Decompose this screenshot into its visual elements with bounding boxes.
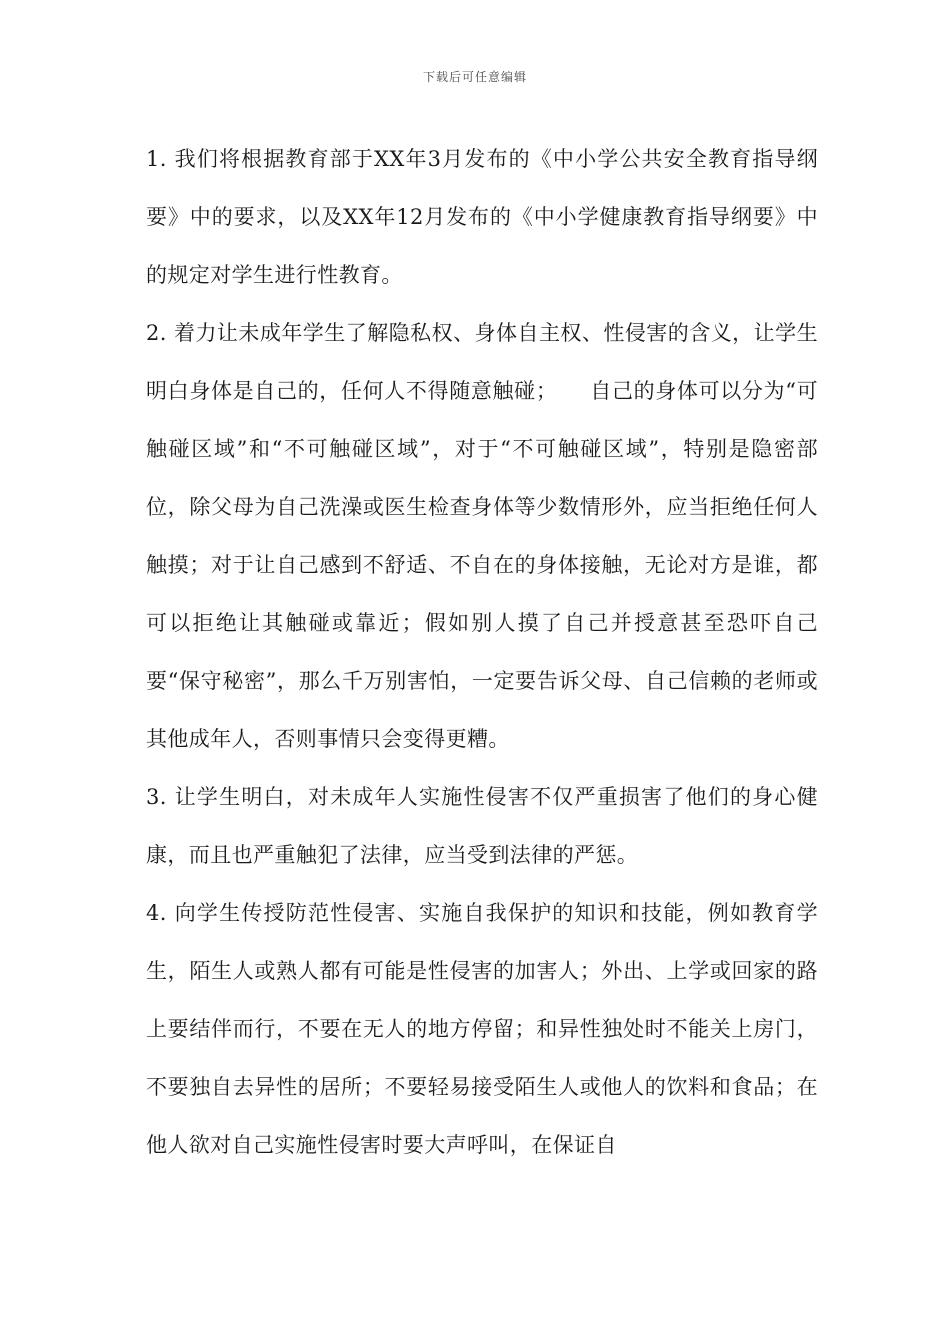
- paragraph-4: 4. 向学生传授防范性侵害、实施自我保护的知识和技能，例如教育学生，陌生人或熟人都有可能是性侵害的加害人；外出、上学或回家的路上要结伴而行，不要在无人的地方停留；和异性独处时不能关上房门，不要独自去异性的居所；不要轻易接受陌生人或他人的饮料和食品；在他人欲对自己实施性侵害时要大声呼叫，在保证自: [146, 901, 818, 1157]
- paragraph-3: 3. 让学生明白，对未成年人实施性侵害不仅严重损害了他们的身心健康，而且也严重触犯了法律，应当受到法律的严惩。: [146, 785, 818, 867]
- paragraph-1: 1. 我们将根据教育部于XX年3月发布的《中小学公共安全教育指导纲要》中的要求，以及XX年12月发布的《中小学健康教育指导纲要》中的规定对学生进行性教育。: [146, 147, 818, 287]
- paragraph-2: 2. 着力让未成年学生了解隐私权、身体自主权、性侵害的含义，让学生明白身体是自己的，任何人不得随意触碰； 自己的身体可以分为“可触碰区域”和“不可触碰区域”，对于“不可触碰区域”，特别是隐密部位，除父母为自己洗澡或医生检查身体等少数情形外，应当拒绝任何人触摸；对于让自己感到不舒适、不自在的身体接触，无论对方是谁，都可以拒绝让其触碰或靠近；假如别人摸了自己并授意甚至恐吓自己要“保守秘密”，那么千万别害怕，一定要告诉父母、自己信赖的老师或其他成年人，否则事情只会变得更糟。: [146, 321, 818, 751]
- document-body: [146, 130, 818, 1174]
- page-header-note: 下载后可任意编辑: [422, 70, 527, 84]
